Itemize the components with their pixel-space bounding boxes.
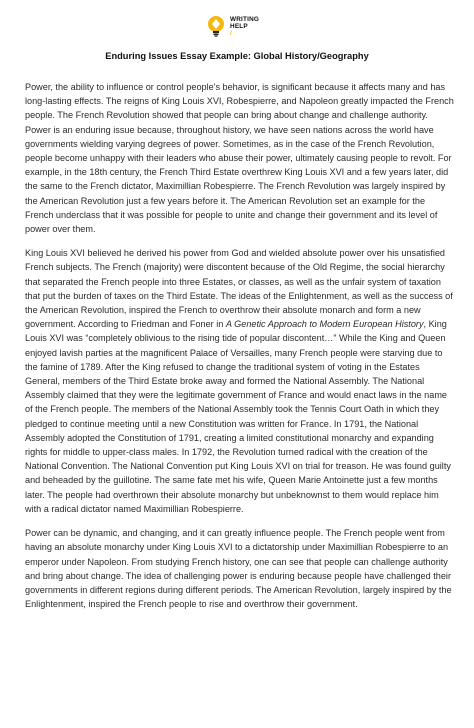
logo-line2: HELP [230,22,248,30]
paragraph-2 [25,246,455,516]
paragraph-3: Power can be dynamic, and changing, and it can greatly influence people. The French people went from having an absolute monarchy under King Louis XVI to a dictatorship under Maximillian Robespierre to an emperor under Napoleon. From studying French history, one can see that people can challenge authority and bring about change. The idea of challenging power is enduring because people have challenged their governments in different regions during different periods. The American Revolution, largely inspired by the Enlightenment, inspired the French people to rise and overthrow their government. [25,528,452,610]
logo-slash: / [230,29,232,37]
writing-help-logo [206,15,259,37]
essay-body [25,80,455,621]
paragraph-1: Power, the ability to influence or control people's behavior, is significant because it affects many and has long-lasting effects. The reigns of King Louis XVI, Robespierre, and Napoleon greatly impacted the French people. The French Revolution showed that people can bring about change and challenge authority. Power is an enduring issue because, throughout history, we have seen nations across the world have governments wielding varying degrees of power. Sometimes, as in the case of the French Revolution, people become unhappy with their leaders who abuse their power, ultimately causing people to revolt. For example, in the 18th century, the French Third Estate overthrew King Louis XVI and a few years later, did the same to the French dictator, Maximillian Robespierre. The French Revolution was largely inspired by the American Revolution just a few years before it. The American Revolution set an example for the French underclass that it was possible for people to unite and change their government and its level of power over them. [25,82,454,235]
document-title: Enduring Issues Essay Example: Global History/Geography [105,51,369,61]
lightbulb-pen-icon [206,15,226,37]
logo-wordmark [230,16,259,37]
logo-line1: WRITING [230,15,260,23]
paragraph-2-part-b: , King Louis XVI was “completely oblivious to the rising tide of popular discontent…” While the King and Queen enjoyed lavish parties at the magnificent Palace of Versailles, many French people were starving due to the famine of 1789. After the King refused to change the traditional system of voting in the Estates General, members of the Third Estate broke away and formed the National Assembly. The National Assembly claimed that they were the legitimate government of France and would enact laws in the name of the French people. The members of the National Assembly took the Tennis Court Oath in which they pledged to continue meeting until a new Constitution was written for France. In 1791, the National Assembly adopted the Constitution of 1791, creating a limited constitutional monarchy and expanding rights for middle to upper-class males. In 1792, the Revolution turned radical with the creation of the National Convention. The National Convention put King Louis XVI on trial for treason. He was found guilty and beheaded by the guillotine. The same fate met his wife, Queen Marie Antoinette just a few months later. The people had overthrown their absolute monarchy but unbeknownst to them would replace him with a radical dictator named Maximillian Robespierre. [25,319,451,514]
paragraph-2-part-a: King Louis XVI believed he derived his power from God and wielded absolute power over his unsatisfied French subjects. The French (majority) were discontent because of the Old Regime, the social hierarchy that separated the French people into three Estates, or classes, as well as the unfair system of taxation that put the burden of taxes on the Third Estate. The ideas of the Enlightenment, as well as the success of the American Revolution, inspired the French to overthrow their absolute monarch and form a new government. According to Friedman and Foner in [25,248,453,330]
book-title: A Genetic Approach to Modern European History [225,319,424,330]
